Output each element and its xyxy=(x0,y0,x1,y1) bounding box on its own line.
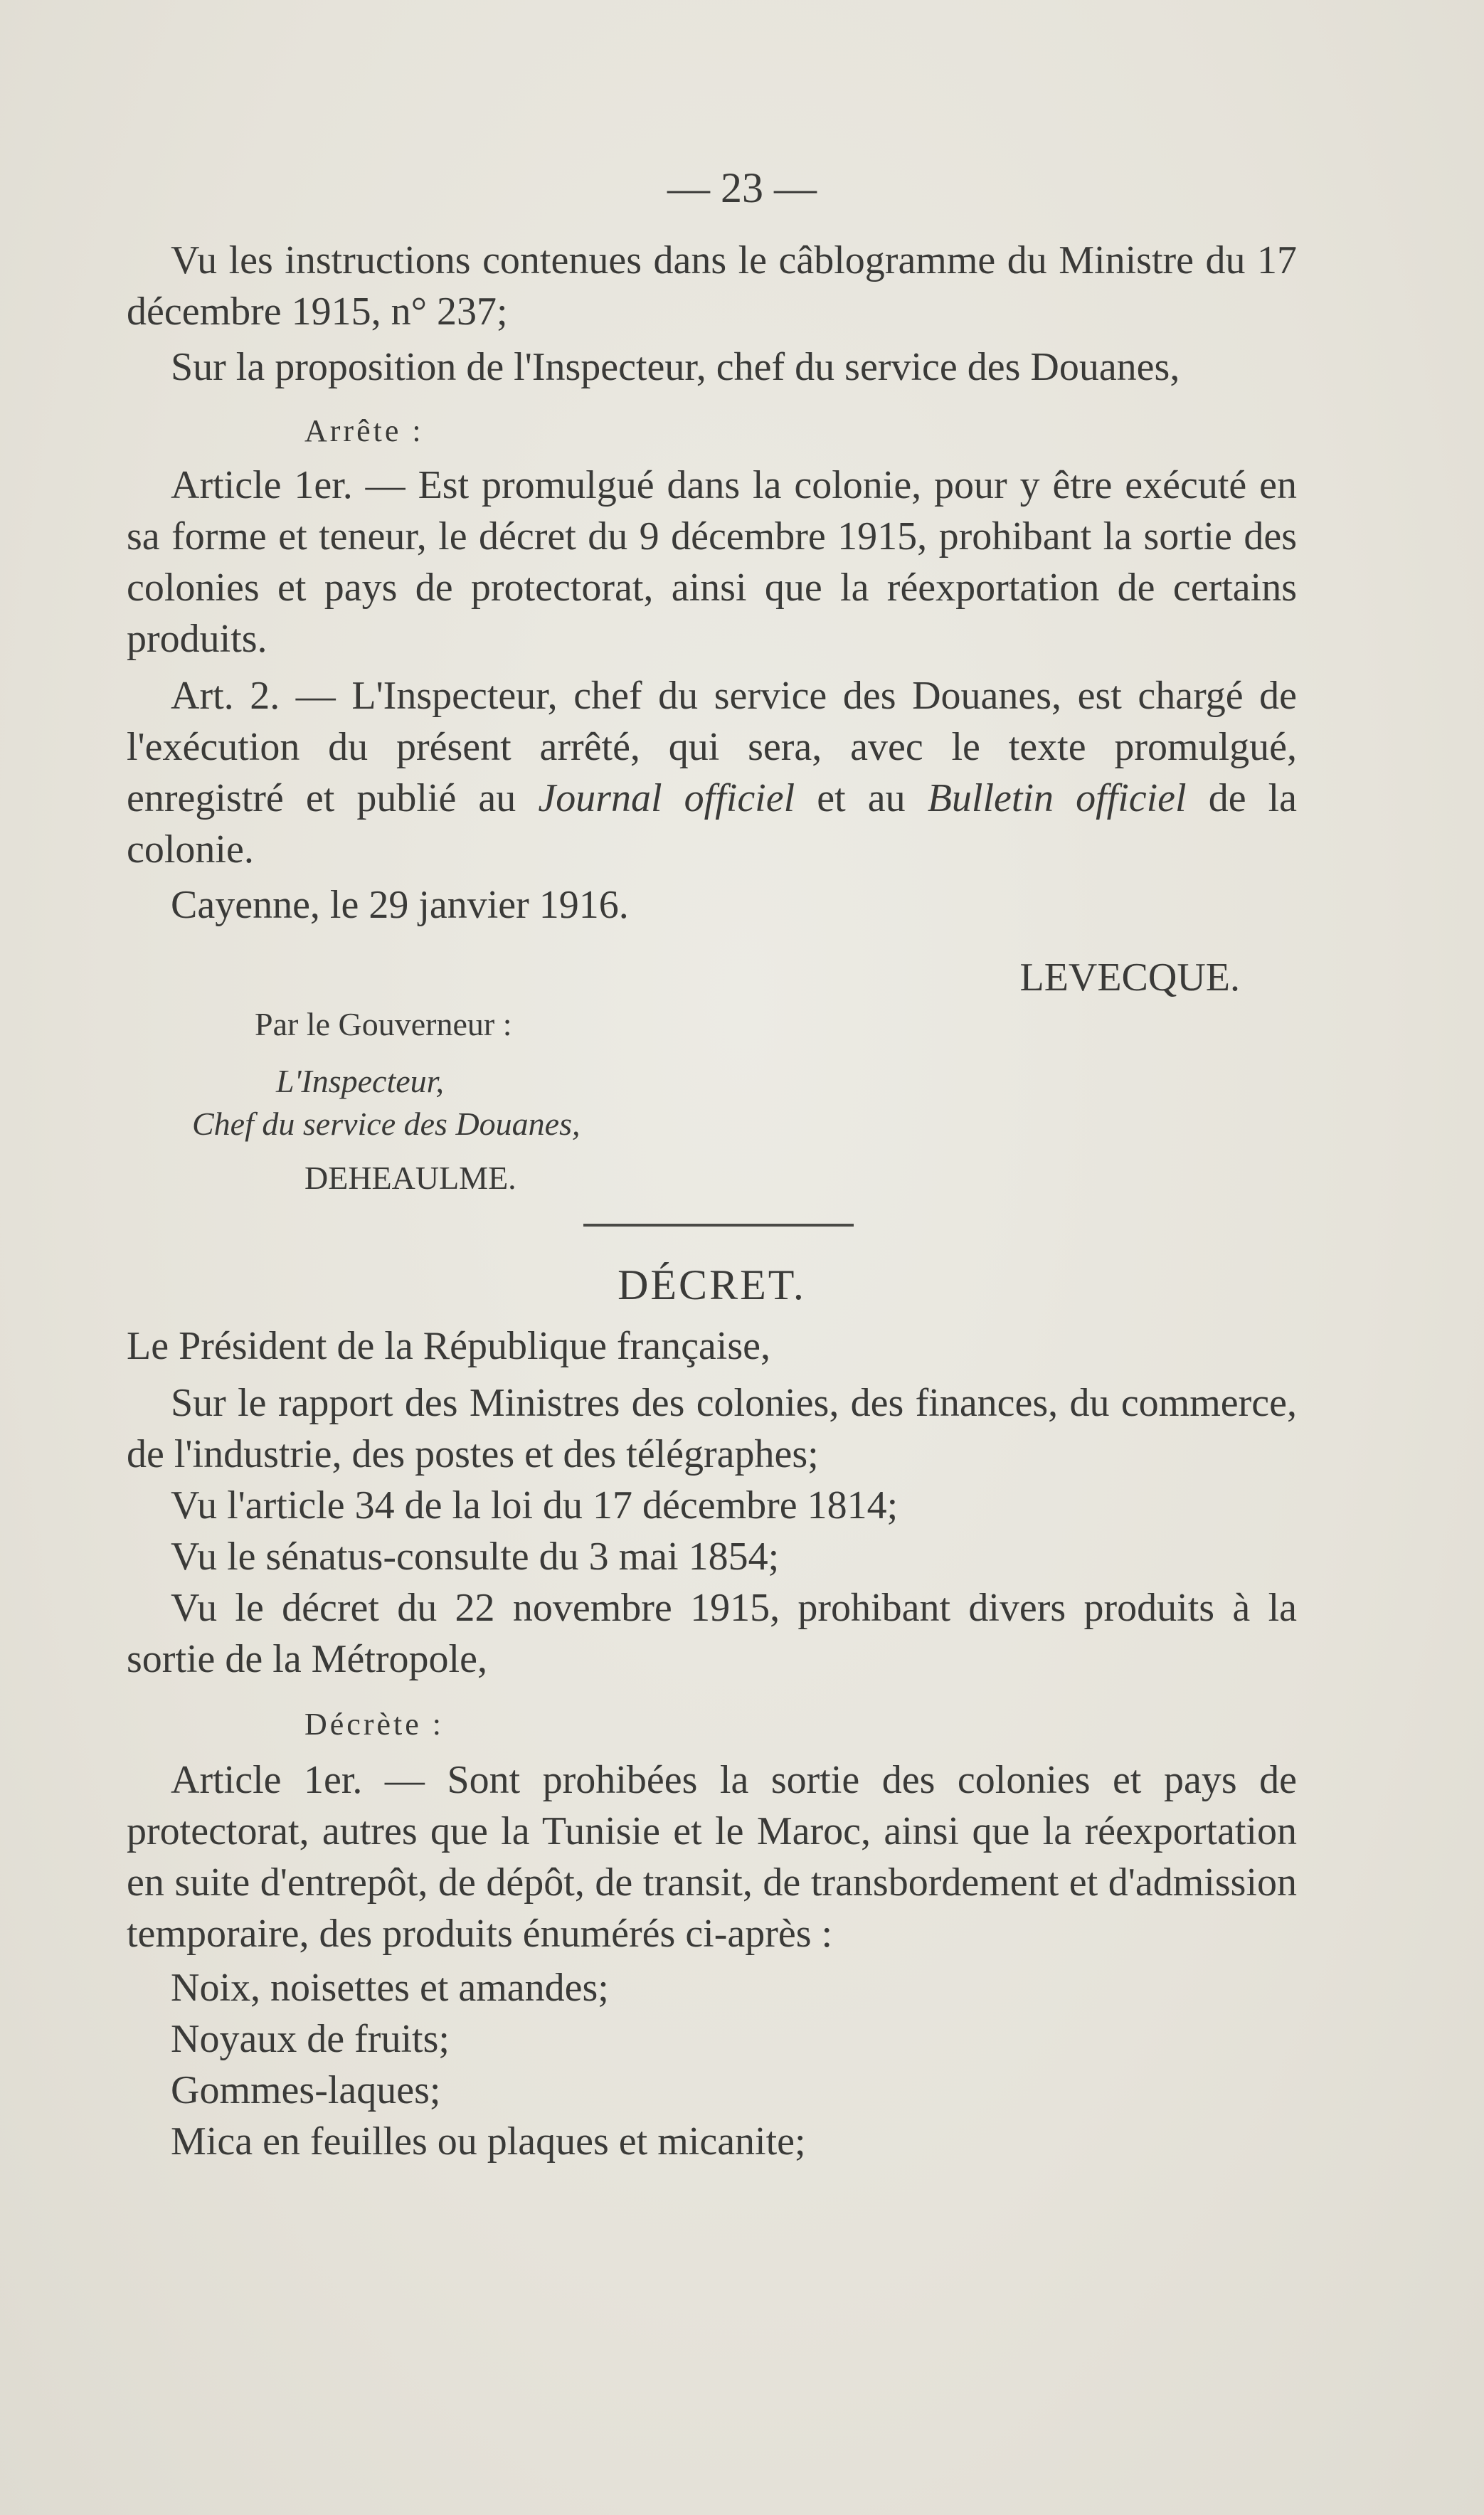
arrete-article-2 xyxy=(127,670,1297,875)
decret-title: DÉCRET. xyxy=(618,1261,806,1308)
date-line: Cayenne, le 29 janvier 1916. xyxy=(171,883,629,927)
sur-le-rapport-paragraph: Sur le rapport des Ministres des colonies, des finances, du commerce, de l'industrie, des postes et des télégraphes; xyxy=(127,1381,1297,1476)
list-item: Noyaux de fruits; xyxy=(171,2017,450,2061)
et-au-text: et au xyxy=(817,776,906,820)
decret-article-1-text: Sont prohibées la sortie des colonies et pays de protectorat, autres que la Tunisie et le Maroc, ainsi que la réexportation en suite d'entrepôt, de dépôt, de transit, de transbordement et d'admission temporaire, des produits énumérés ci-après : xyxy=(127,1758,1297,1956)
decret-section xyxy=(127,1259,1297,2167)
vu-senatus-line: Vu le sénatus-consulte du 3 mai 1854; xyxy=(171,1535,780,1579)
vu-article-line: Vu l'article 34 de la loi du 17 décembre 1814; xyxy=(171,1483,899,1527)
list-item: Mica en feuilles ou plaques et micanite; xyxy=(171,2119,806,2164)
arrete-label: Arrête : xyxy=(304,413,424,448)
decret-article-1 xyxy=(127,1754,1297,1959)
vu-decret-paragraph: Vu le décret du 22 novembre 1915, prohibant divers produits à la sortie de la Métropole, xyxy=(127,1586,1297,1681)
deheaulme-signature: DEHEAULME. xyxy=(304,1160,516,1196)
article-1-text: Est promulgué dans la colonie, pour y être exécuté en sa forme et teneur, le décret du 9 décembre 1915, prohibant la sortie des colonies et pays de protectorat, ainsi que la réexportation de certains produits. xyxy=(127,463,1298,661)
chef-service-title: Chef du service des Douanes, xyxy=(192,1106,581,1142)
list-item: Gommes-laques; xyxy=(171,2068,441,2112)
decret-article-1-heading: Article 1er. — xyxy=(171,1758,425,1802)
sur-proposition-paragraph: Sur la proposition de l'Inspecteur, chef du service des Douanes, xyxy=(171,345,1180,389)
vu-instructions-paragraph: Vu les instructions contenues dans le câblogramme du Ministre du 17 décembre 1915, n° 237; xyxy=(127,238,1297,334)
section-divider xyxy=(583,1224,854,1227)
decrete-label: Décrète : xyxy=(304,1707,444,1742)
article-2-heading: Art. 2. — xyxy=(171,674,336,718)
journal-officiel-title: Journal officiel xyxy=(538,776,795,820)
arrete-article-1 xyxy=(127,460,1297,665)
bulletin-officiel-title: Bulletin officiel xyxy=(927,776,1187,820)
list-item: Noix, noisettes et amandes; xyxy=(171,1966,609,2010)
arrete-section xyxy=(127,235,1297,1200)
de-la-colonie-text: de la colonie. xyxy=(127,776,1298,872)
product-list xyxy=(127,1962,1297,2167)
page-number: — 23 — xyxy=(667,164,817,211)
governor-signature: LEVECQUE. xyxy=(1019,955,1240,1000)
inspecteur-title: L'Inspecteur, xyxy=(276,1063,444,1099)
article-2-text: L'Inspecteur, chef du service des Douanes, est chargé de l'exécution du présent arrêté, qui sera, avec le texte promulgué, enregistré et publié au xyxy=(127,674,1297,820)
president-line: Le Président de la République française, xyxy=(127,1324,770,1368)
article-1-heading: Article 1er. — xyxy=(171,463,406,507)
par-le-gouverneur: Par le Gouverneur : xyxy=(255,1006,512,1042)
